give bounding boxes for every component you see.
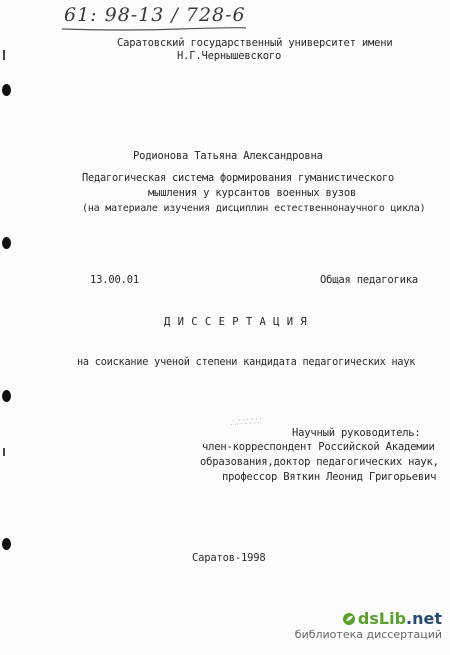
- logo-net: .net: [406, 609, 442, 628]
- logo-lib: Lib: [378, 609, 407, 628]
- title-line-3: (на материале изучения дисциплин естественнонаучного цикла): [82, 203, 426, 214]
- punch-hole-4: [2, 538, 11, 550]
- dslib-logo: [295, 610, 442, 628]
- supervisor-label: Научный руководитель:: [292, 427, 421, 439]
- faint-stamp: ∴∴∵∴∵: [229, 415, 263, 430]
- university-line-2: Н.Г.Чернышевского: [177, 50, 282, 62]
- author-name: Родионова Татьяна Александровна: [133, 150, 323, 162]
- supervisor-line-2: член-корреспондент Российской Академии: [202, 441, 435, 453]
- archive-underline: [60, 26, 250, 32]
- specialty-code: 13.00.01: [90, 274, 139, 286]
- city-year: Саратов-1998: [192, 552, 266, 564]
- supervisor-line-4: профессор Вяткин Леонид Григорьевич: [222, 471, 437, 483]
- specialty-name: Общая педагогика: [320, 274, 418, 286]
- university-line-1: Саратовский государственный университет имени: [117, 37, 393, 49]
- dslib-watermark: [295, 610, 442, 641]
- supervisor-line-3: образования,доктор педагогических наук,: [200, 456, 439, 468]
- punch-hole-3: [2, 390, 11, 402]
- title-line-1: Педагогическая система формирования гуманистического: [82, 172, 394, 184]
- margin-mark: [3, 50, 5, 60]
- punch-hole-1: [2, 84, 11, 96]
- degree-purpose: на соискание ученой степени кандидата педагогических наук: [77, 357, 416, 368]
- logo-tagline: библиотека диссертаций: [294, 628, 442, 641]
- punch-hole-2: [2, 237, 11, 249]
- leaf-icon: [342, 612, 356, 626]
- document-type: Д И С С Е Р Т А Ц И Я: [164, 316, 308, 328]
- logo-ds: ds: [357, 609, 379, 628]
- margin-mark: [3, 448, 5, 456]
- title-line-2: мышления у курсантов военных вузов: [148, 187, 357, 199]
- archive-number: 61: 98-13 / 728-6: [64, 4, 246, 26]
